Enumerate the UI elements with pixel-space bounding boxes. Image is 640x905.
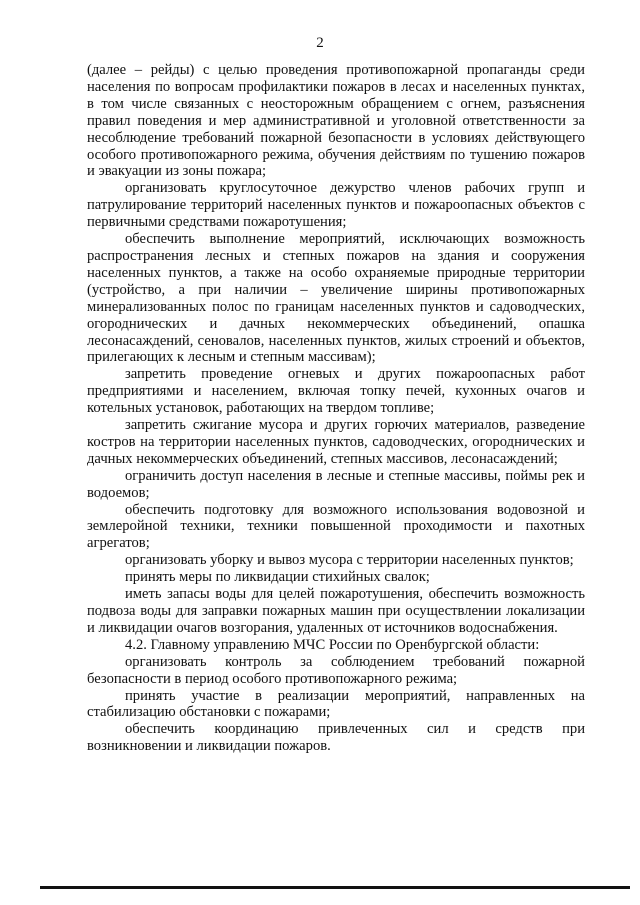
- paragraph-fire-spread-measures: обеспечить выполнение мероприятий, исключающих возможность распространения лесных и степных пожаров на здания и сооружения населенных пунктов, а также на особо охраняемые природные территории (устройство, а при наличии – увеличение ширины противопожарных минерализованных полос по границам населенных пунктов и садоводческих, огороднических и дачных некоммерческих объединений, опашка лесонасаждений, сеновалов, населенных пунктов, жилых строений и объектов, прилегающих к лесным и степным массивам);: [87, 231, 585, 366]
- paragraph-water-supply: иметь запасы воды для целей пожаротушения, обеспечить возможность подвоза воды для заправки пожарных машин при осуществлении локализации и ликвидации очагов возгорания, удаленных от источников водоснабжения.: [87, 586, 585, 636]
- paragraph-raids: (далее – рейды) с целью проведения противопожарной пропаганды среди населения по вопросам профилактики пожаров в лесах и населенных пунктах, в том числе связанных с неосторожным обращением с огнем, разъяснения правил поведения и мер административной и уголовной ответственности за несоблюдение требований пожарной безопасности в условиях действующего особого противопожарного режима, обучения действиям по тушению пожаров и эвакуации из зоны пожара;: [87, 62, 585, 180]
- paragraph-duty-patrol: организовать круглосуточное дежурство членов рабочих групп и патрулирование территорий населенных пунктов и пожароопасных объектов с первичными средствами пожаротушения;: [87, 180, 585, 231]
- paragraph-ban-burning: запретить сжигание мусора и других горючих материалов, разведение костров на территории населенных пунктов, садоводческих, огороднических и дачных некоммерческих объединений, степных массивов, лесонасаждений;: [87, 417, 585, 467]
- page-number: 2: [316, 35, 324, 51]
- document-body: [87, 62, 585, 755]
- paragraph-prepare-equipment: обеспечить подготовку для возможного использования водовозной и землеройной техники, техники повышенной проходимости и пахотных агрегатов;: [87, 501, 585, 552]
- paragraph-control: организовать контроль за соблюдением требований пожарной безопасности в период особого противопожарного режима;: [87, 653, 585, 687]
- paragraph-participation: принять участие в реализации мероприятий, направленных на стабилизацию обстановки с пожарами;: [87, 687, 585, 721]
- bottom-divider: [40, 886, 630, 889]
- paragraph-waste-removal: организовать уборку и вывоз мусора с территории населенных пунктов;: [125, 552, 574, 569]
- paragraph-ban-fire-works: запретить проведение огневых и других пожароопасных работ предприятиями и населением, включая топку печей, кухонных очагов и котельных установок, работающих на твердом топливе;: [87, 366, 585, 417]
- paragraph-dumps: принять меры по ликвидации стихийных свалок;: [125, 569, 430, 586]
- paragraph-coordination: обеспечить координацию привлеченных сил и средств при возникновении и ликвидации пожаров.: [87, 721, 585, 755]
- paragraph-restrict-access: ограничить доступ населения в лесные и степные массивы, поймы рек и водоемов;: [87, 467, 585, 501]
- paragraph-section-4-2: 4.2. Главному управлению МЧС России по Оренбургской области:: [125, 636, 540, 653]
